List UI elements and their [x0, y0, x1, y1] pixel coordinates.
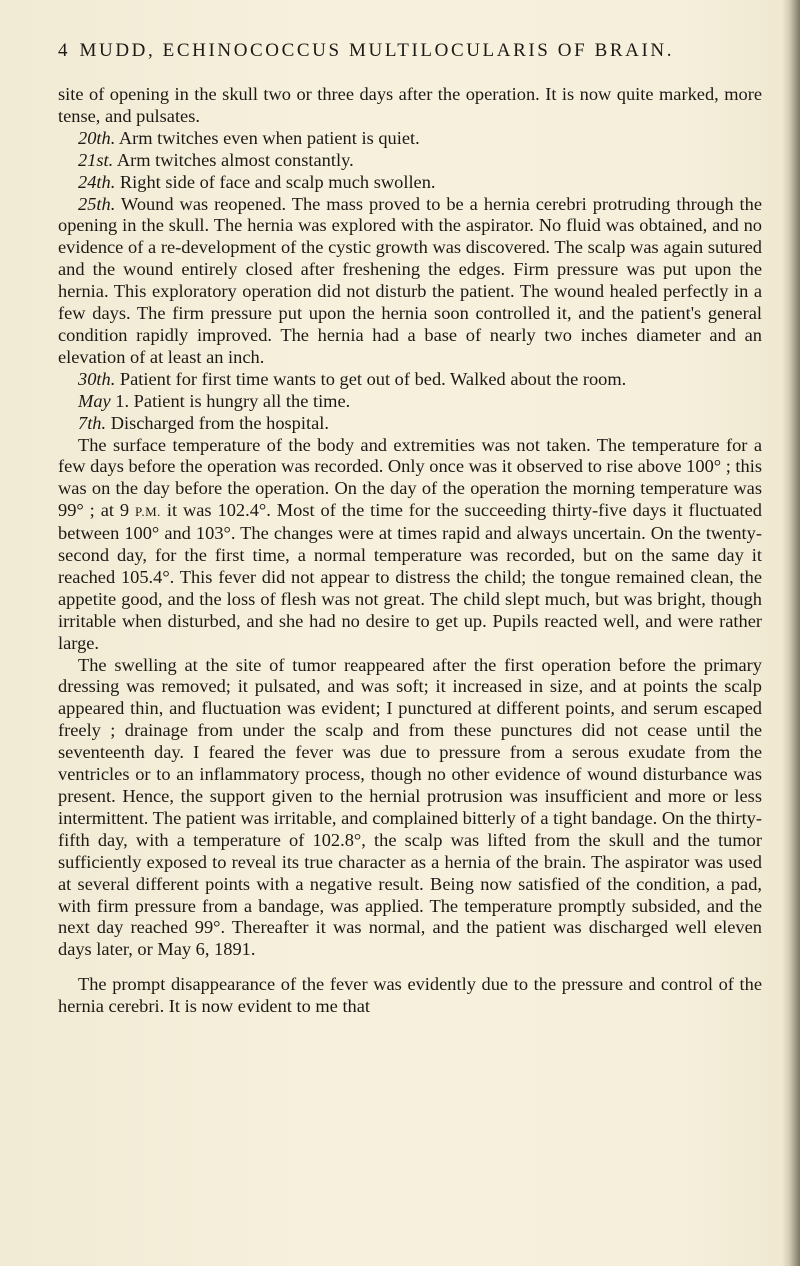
- small-caps-pm: P.M.: [135, 504, 161, 520]
- entry-20th: 20th. Arm twitches even when patient is quiet.: [78, 127, 420, 148]
- entry-30th: 30th. Patient for first time wants to get out of bed. Walked about the room.: [78, 368, 627, 389]
- page-edge-shadow: [782, 0, 800, 1266]
- entry-21st: 21st. Arm twitches almost constantly.: [78, 149, 354, 170]
- entry-24th: 24th. Right side of face and scalp much swollen.: [78, 171, 436, 192]
- entry-date: 24th.: [78, 171, 116, 192]
- paragraph-temperature: The surface temperature of the body and extremities was not taken. The temperature for a few days before the operation was recorded. Only once was it observed to rise above 100° ; this was on the day before the operation. On the day of the operation the morning temperature was 99° ; at 9 P.M. it was 102.4°. Most of the time for the succeeding thirty-five days it fluctuated between 100° and 103°. The changes were at times rapid and always uncertain. On the twenty-second day, for the first time, a normal temperature was recorded, but on the same day it reached 105.4°. This fever did not appear to distress the child; the tongue remained clean, the appetite good, and the loss of flesh was not great. The child slept much, but was bright, though irritable when disturbed, and she had no desire to get up. Pupils reacted well, and were rather large.: [58, 434, 762, 653]
- paragraph-swelling: The swelling at the site of tumor reappeared after the first operation before the primary dressing was removed; it pulsated, and was soft; it increased in size, and at points the scalp appeared thin, and fluctuation was evident; I punctured at different points, and serum escaped freely ; drainage from under the scalp and from these punctures did not cease until the seventeenth day. I feared the fever was due to pressure from a serous exudate from the ventricles or to an inflammatory process, though no other evidence of wound disturbance was present. Hence, the support given to the hernial protrusion was insufficient and more or less intermittent. The patient was irritable, and complained bitterly of a tight bandage. On the thirty-fifth day, with a temperature of 102.8°, the scalp was lifted from the skull and the tumor sufficiently exposed to reveal its true character as a hernia of the brain. The aspirator was used at several different points with a negative result. Being now satisfied of the condition, a pad, with firm pressure from a bandage, was applied. The temperature promptly subsided, and the next day reached 99°. Thereafter it was normal, and the patient was discharged well eleven days later, or May 6, 1891.: [58, 654, 762, 960]
- entry-7th: 7th. Discharged from the hospital.: [78, 412, 329, 433]
- entry-date: May: [78, 390, 111, 411]
- entry-may-1: May 1. Patient is hungry all the time.: [78, 390, 351, 411]
- page-number: 4: [58, 40, 68, 61]
- paragraph-continuation: site of opening in the skull two or three days after the operation. It is now quite marked, more tense, and pulsates.: [58, 84, 762, 126]
- entry-date: 25th.: [78, 193, 116, 214]
- running-title: MUDD, ECHINOCOCCUS MULTILOCULARIS OF BRAIN.: [79, 40, 675, 61]
- paragraph-conclusion: The prompt disappearance of the fever was evidently due to the pressure and control of the hernia cerebri. It is now evident to me that: [58, 974, 762, 1017]
- entry-25th: 25th. Wound was reopened. The mass proved to be a hernia cerebri protruding through the opening in the skull. The hernia was explored with the aspirator. No fluid was obtained, and no evidence of a re-development of the cystic growth was discovered. The scalp was again sutured and the wound entirely closed after freshening the edges. Firm pressure was put upon the hernia. This exploratory operation did not disturb the patient. The wound healed perfectly in a few days. The firm pressure put upon the hernia soon controlled it, and the patient's general condition rapidly improved. The hernia had a base of nearly two inches diameter and an elevation of at least an inch.: [58, 193, 762, 367]
- running-header: [58, 40, 738, 62]
- entry-date: 21st.: [78, 149, 114, 170]
- entry-date: 7th.: [78, 412, 107, 433]
- entry-date: 30th.: [78, 368, 116, 389]
- body-text: [58, 84, 762, 1018]
- entry-date: 20th.: [78, 127, 116, 148]
